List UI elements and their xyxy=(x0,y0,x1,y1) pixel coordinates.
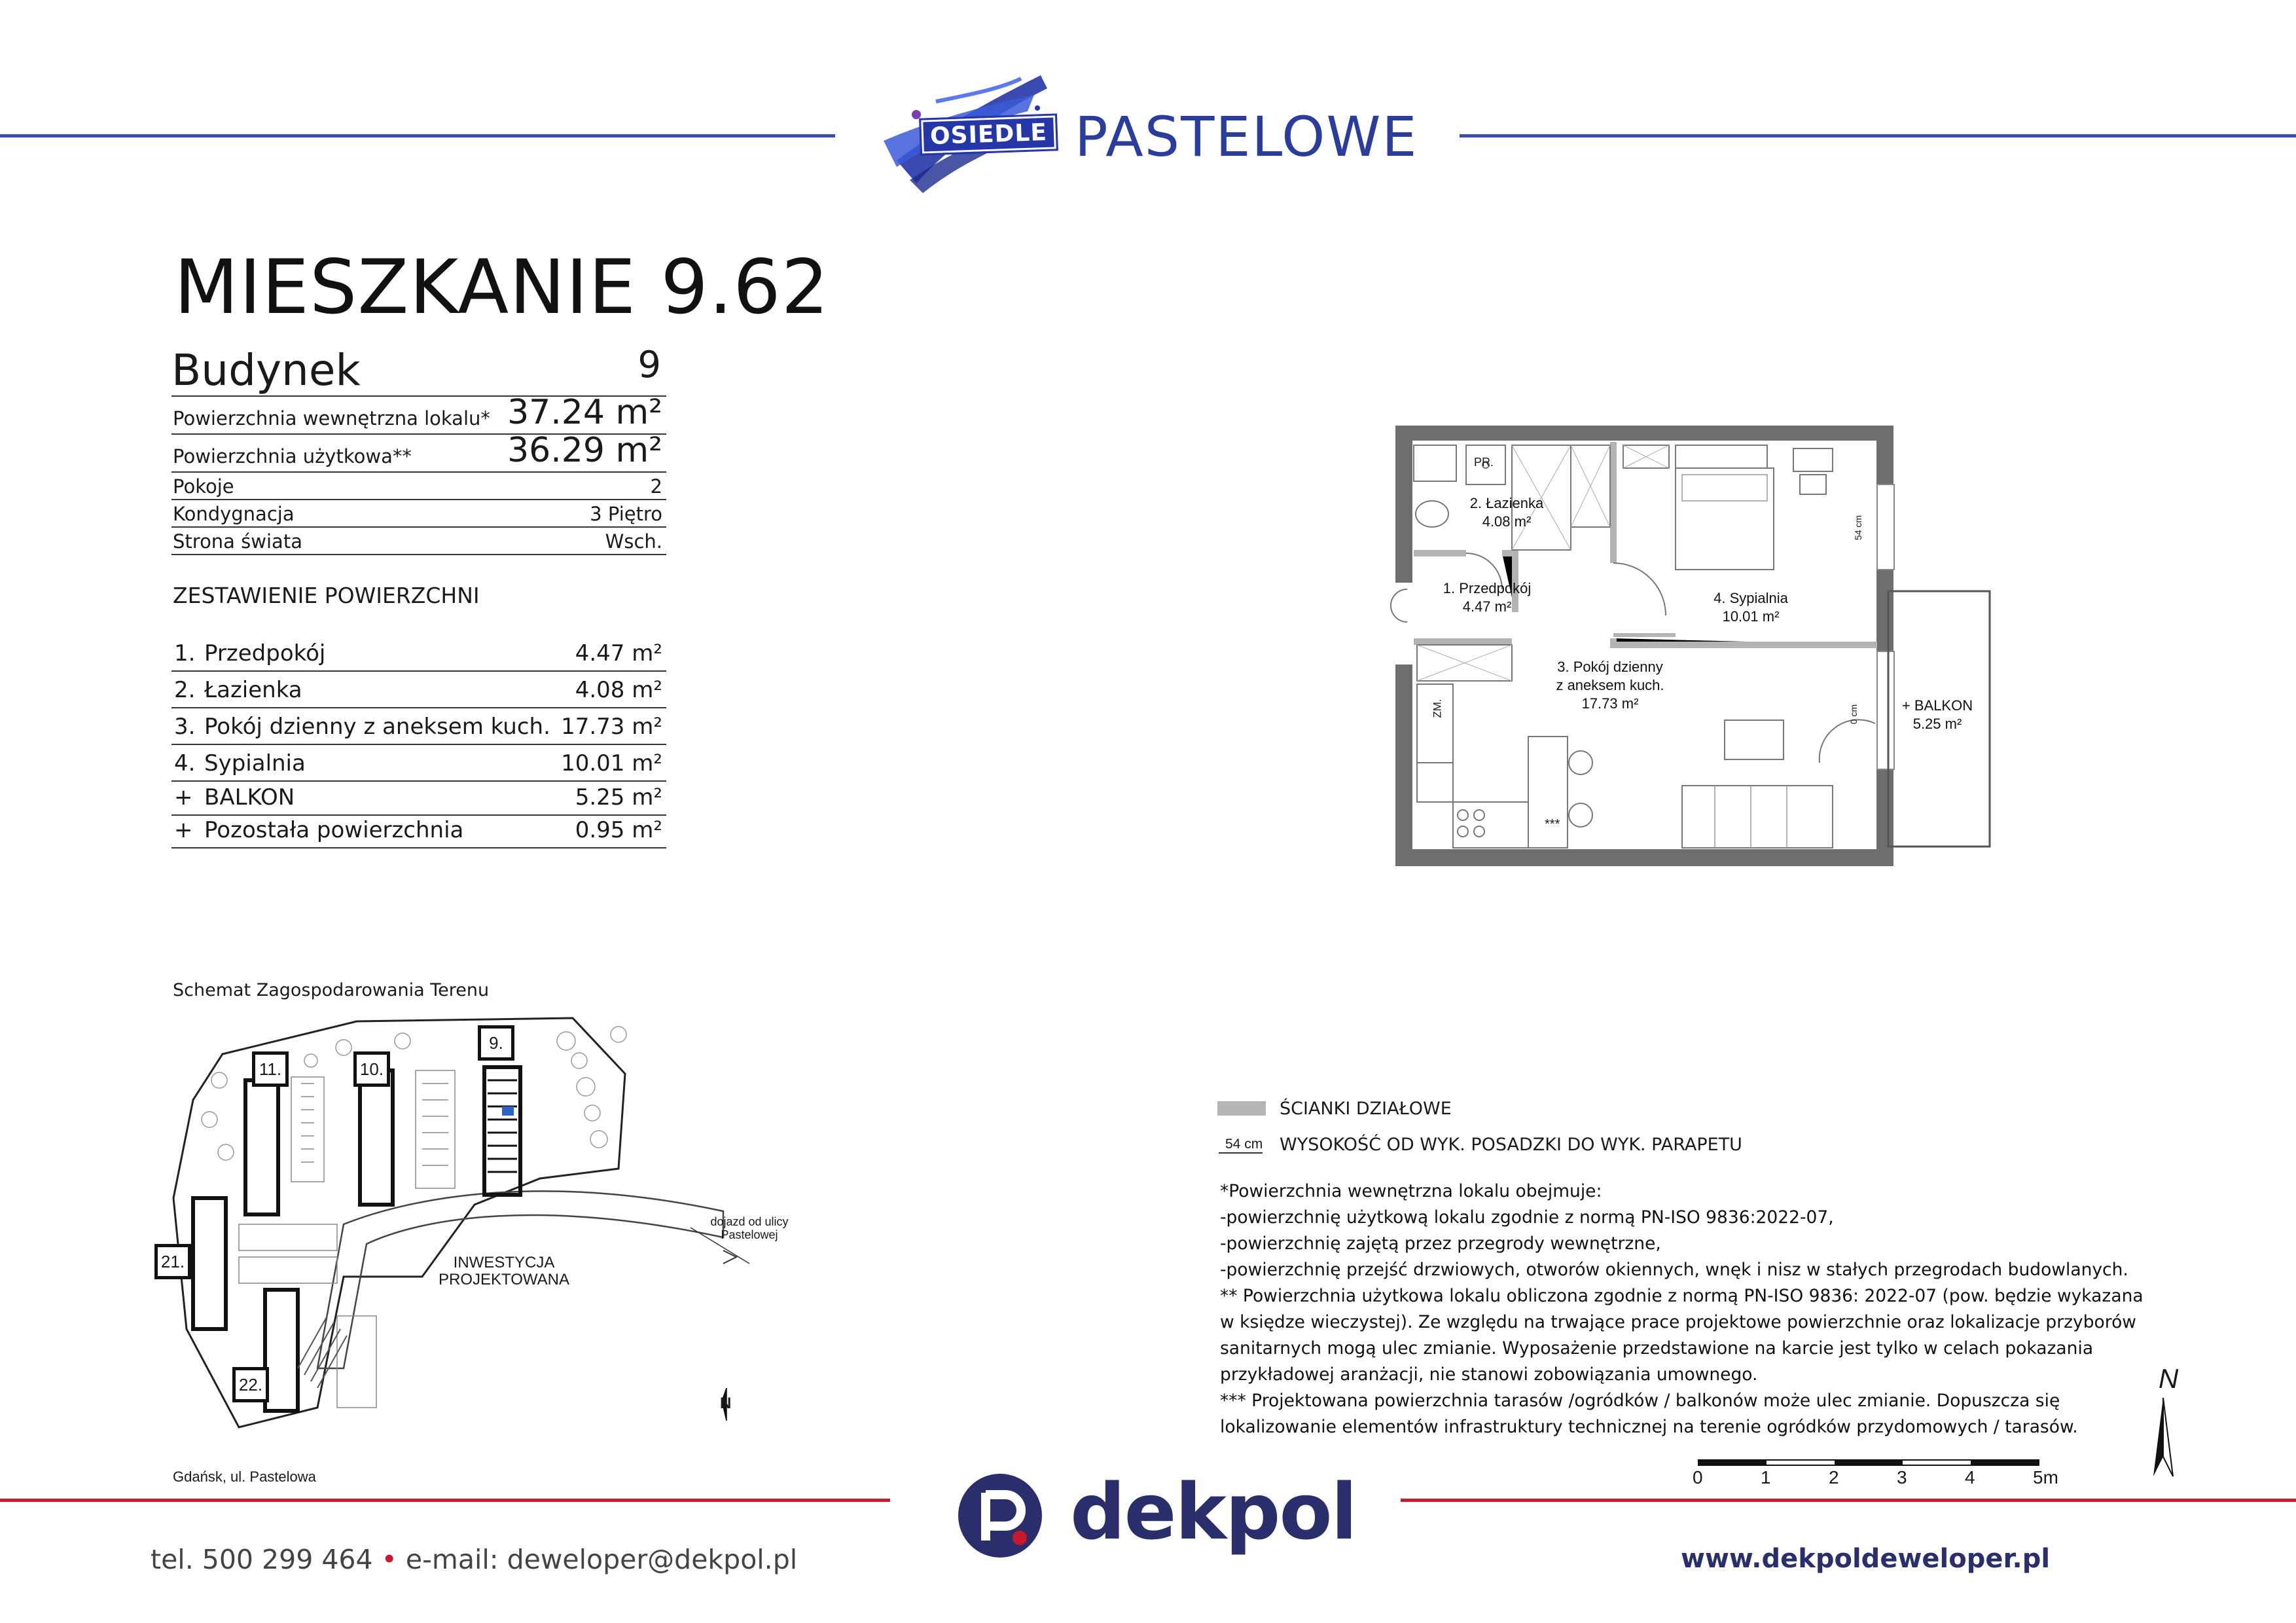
footer-bullet: • xyxy=(381,1544,397,1575)
fixture-stars: *** xyxy=(1545,817,1560,831)
spec-row-usable-area xyxy=(171,433,666,473)
room-label: 1. Przedpokój xyxy=(1443,580,1532,596)
area-row xyxy=(171,670,666,708)
area-num: 4. xyxy=(174,750,196,776)
room-label: + BALKON xyxy=(1901,697,1973,714)
area-row xyxy=(171,707,666,745)
area-value: 4.08 m² xyxy=(575,677,662,703)
spec-value: 2 xyxy=(650,475,662,498)
room-area: 4.08 m² xyxy=(1482,513,1532,530)
building-box-10 xyxy=(353,1051,390,1087)
note-line: *** Projektowana powierzchnia tarasów /ogródków / balkonów może ulec zmianie. Dopuszcza się xyxy=(1220,1391,2060,1411)
footer-contact xyxy=(151,1544,797,1575)
investment-line: INWESTYCJA xyxy=(453,1254,555,1271)
area-name: BALKON xyxy=(204,784,295,811)
access-line: dojazd od ulicy xyxy=(710,1215,789,1228)
legend-sill-text: WYSOKOŚĆ OD WYK. POSADZKI DO WYK. PARAPETU xyxy=(1280,1135,1742,1155)
sill-label-bedroom: 54 cm xyxy=(1853,515,1864,541)
north-label: N xyxy=(2159,1363,2179,1394)
area-row xyxy=(171,814,666,848)
scale-tick: 1 xyxy=(1761,1467,1771,1487)
area-name: Pokój dzienny z aneksem kuch. xyxy=(204,714,550,740)
north-arrow-icon xyxy=(2147,1395,2179,1480)
area-value: 5.25 m² xyxy=(575,784,662,811)
spec-value: 3 Piętro xyxy=(590,503,662,525)
building-value: 9 xyxy=(637,344,661,386)
floor-plan xyxy=(1388,426,2003,877)
brand-name: PASTELOWE xyxy=(1075,105,1418,169)
building-box-9 xyxy=(478,1025,514,1061)
note-line: sanitarnych mogą ulec zmianie. Wyposażenie przedstawione na karcie jest tylko w celach pokazania xyxy=(1220,1338,2094,1359)
spec-value: 36.29 m² xyxy=(507,431,662,470)
room-area: 10.01 m² xyxy=(1722,608,1780,625)
spec-label: Powierzchnia użytkowa** xyxy=(173,445,412,467)
footer-line-right xyxy=(1401,1499,2296,1502)
site-address: Gdańsk, ul. Pastelowa xyxy=(173,1468,316,1485)
spec-row-floor xyxy=(171,499,666,528)
building-number: 21. xyxy=(160,1252,185,1271)
scale-tick: 4 xyxy=(1965,1467,1975,1487)
areas-heading: ZESTAWIENIE POWIERZCHNI xyxy=(173,583,480,608)
building-label: Budynek xyxy=(171,345,361,395)
scale-tick: 3 xyxy=(1897,1467,1907,1487)
area-value: 4.47 m² xyxy=(575,640,662,666)
building-number: 22. xyxy=(238,1375,263,1395)
area-row xyxy=(171,744,666,782)
area-name: Łazienka xyxy=(204,677,302,703)
footer-line-left xyxy=(0,1499,890,1502)
building-box-21 xyxy=(154,1244,191,1279)
footer-phone[interactable]: tel. 500 299 464 xyxy=(151,1544,373,1575)
scale-bar xyxy=(1685,1455,2078,1474)
area-row xyxy=(171,634,666,672)
building-number: 9. xyxy=(489,1033,503,1053)
area-name: Sypialnia xyxy=(204,750,306,776)
room-area: 4.47 m² xyxy=(1462,598,1512,615)
building-box-22 xyxy=(232,1367,269,1402)
note-line: ** Powierzchnia użytkowa lokalu obliczona zgodnie z normą PN-ISO 9836: 2022-07 (pow. będzie wykazana xyxy=(1220,1286,2144,1306)
scale-tick: 5m xyxy=(2033,1467,2058,1487)
area-num: 1. xyxy=(174,640,196,666)
area-num: 3. xyxy=(174,714,196,740)
building-box-11 xyxy=(252,1051,289,1087)
site-north-label: N xyxy=(720,1395,732,1412)
footer-brand: dekpol xyxy=(1070,1467,1356,1557)
spec-row-rooms xyxy=(171,471,666,500)
area-num: + xyxy=(174,817,193,843)
area-value: 17.73 m² xyxy=(561,714,662,740)
spec-label: Pokoje xyxy=(173,475,234,498)
header-line-left xyxy=(0,134,835,137)
site-plan-title: Schemat Zagospodarowania Terenu xyxy=(173,980,490,1000)
scale-tick: 2 xyxy=(1829,1467,1839,1487)
legend-walls-label: ŚCIANKI DZIAŁOWE xyxy=(1280,1099,1452,1119)
room-area: 17.73 m² xyxy=(1581,695,1639,712)
header-line-right xyxy=(1460,134,2296,137)
scale-tick: 0 xyxy=(1693,1467,1703,1487)
note-line: -powierzchnię użytkową lokalu zgodnie z normą PN-ISO 9836:2022-07, xyxy=(1220,1207,1834,1228)
room-label-balcony xyxy=(1888,697,1986,733)
area-name: Pozostała powierzchnia xyxy=(204,817,464,843)
spec-value: Wsch. xyxy=(605,530,662,553)
room-label-bathroom xyxy=(1454,494,1559,531)
access-label xyxy=(710,1215,789,1241)
building-row xyxy=(171,334,666,397)
spec-value: 37.24 m² xyxy=(507,393,662,432)
room-label: 4. Sypialnia xyxy=(1713,590,1788,606)
area-row xyxy=(171,780,666,816)
area-name: Przedpokój xyxy=(204,640,326,666)
area-num: 2. xyxy=(174,677,196,703)
room-label: 2. Łazienka xyxy=(1469,495,1544,511)
footer-email[interactable]: e-mail: deweloper@dekpol.pl xyxy=(405,1544,798,1575)
spec-row-orientation xyxy=(171,526,666,555)
investment-label xyxy=(432,1254,576,1288)
note-line: lokalizowanie elementów infrastruktury technicznej na terenie ogródków przydomowych / tarasów. xyxy=(1220,1417,2078,1437)
area-num: + xyxy=(174,784,193,811)
room-label-bedroom xyxy=(1695,589,1806,626)
note-line: -powierzchnię zajętą przez przegrody wewnętrzne, xyxy=(1220,1233,1661,1254)
room-label-hallway xyxy=(1428,579,1546,616)
room-label-living-room xyxy=(1545,658,1676,713)
room-label: 3. Pokój dzienny xyxy=(1557,659,1663,675)
note-line: *Powierzchnia wewnętrzna lokalu obejmuje: xyxy=(1220,1181,1602,1201)
area-value: 0.95 m² xyxy=(575,817,662,843)
note-line: -powierzchnię przejść drzwiowych, otworów okiennych, wnęk i nisz w stałych przegrodach budowlanych. xyxy=(1220,1260,2128,1280)
building-number: 10. xyxy=(359,1059,384,1079)
fixture-pr: PR. xyxy=(1474,456,1494,469)
spec-label: Kondygnacja xyxy=(173,503,295,525)
room-area: 5.25 m² xyxy=(1912,716,1962,732)
spec-label: Powierzchnia wewnętrzna lokalu* xyxy=(173,407,490,429)
spec-row-internal-area xyxy=(171,395,666,435)
building-number: 11. xyxy=(259,1059,282,1079)
apartment-title: MIESZKANIE 9.62 xyxy=(174,244,830,331)
access-line: Pastelowej xyxy=(721,1228,778,1241)
legend-wall-swatch xyxy=(1217,1101,1266,1116)
dekpol-logo-icon xyxy=(954,1470,1046,1561)
logo-badge xyxy=(921,115,1056,153)
spec-label: Strona świata xyxy=(173,530,302,553)
legend-sill-mark: 54 cm xyxy=(1219,1137,1263,1154)
sill-label-living: 0 cm xyxy=(1848,704,1859,725)
note-line: przykładowej aranżacji, nie stanowi zobowiązania umownego. xyxy=(1220,1364,1758,1385)
logo-badge-text: OSIEDLE xyxy=(929,119,1048,151)
footer-website[interactable]: www.dekpoldeweloper.pl xyxy=(1681,1544,2051,1574)
area-value: 10.01 m² xyxy=(561,750,662,776)
investment-line: PROJEKTOWANA xyxy=(438,1271,570,1288)
note-line: w księdze wieczystej). Ze względu na trwające prace projektowe powierzchnie oraz lokalizacje przyborów xyxy=(1220,1312,2136,1332)
fixture-zm: ZM. xyxy=(1431,699,1444,718)
room-label: z aneksem kuch. xyxy=(1556,677,1664,693)
